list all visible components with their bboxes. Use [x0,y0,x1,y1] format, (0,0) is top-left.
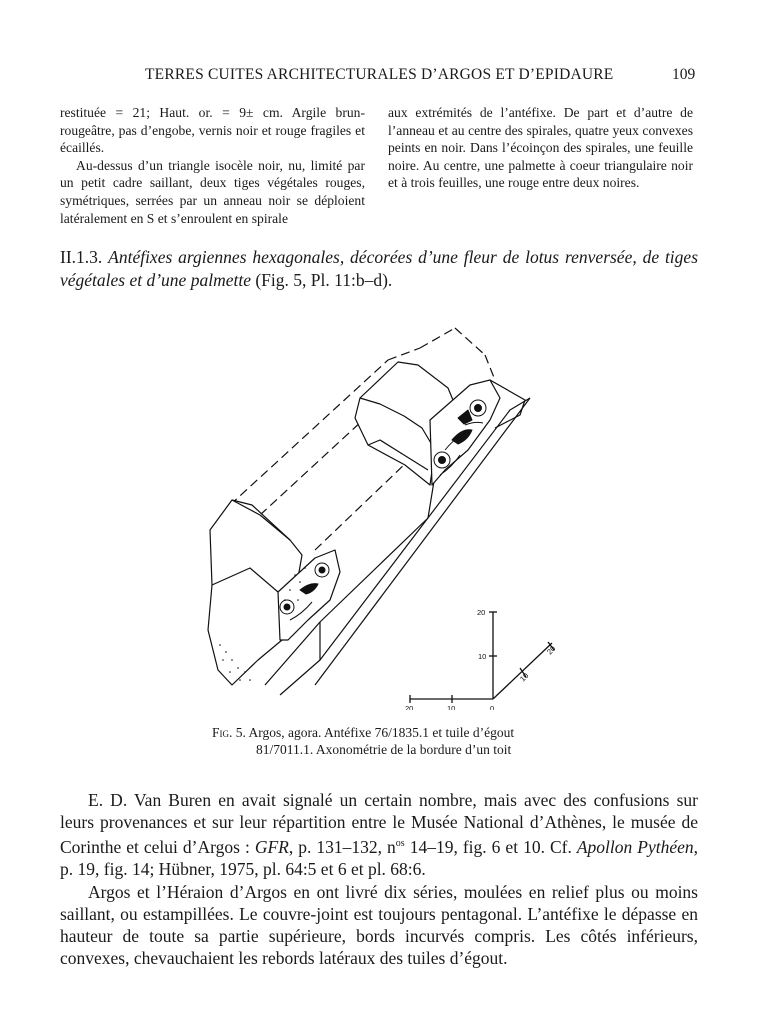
right-column-paragraph-1: aux extrémités de l’antéfixe. De part et d’autre de l’anneau et au centre des spirales, quatre yeux convexes peints en noir. Dans l’écoinçon des spirales, une feuille noire. Au centre, une palmette à coeur triangulaire noir et à trois feuilles, une rouge entre deux noires. [388,105,693,191]
page-header [0,62,762,86]
body-text [60,789,698,969]
body-paragraph-1 [60,789,698,881]
axis-label-z20: 20 [545,644,558,657]
left-column-paragraph-2: Au-dessus d’un triangle isocèle noir, nu, limité par un petit cadre saillant, deux tiges végétales rouges, symétriques, serrées par un anneau noir se déploient latéralement en S et s’enroulent en spirale [60,157,365,226]
caption-fig-label: Fig. [212,725,233,740]
body-p1-apollon: Apollon Pythéen [576,837,694,858]
axis-label-z10: 10 [518,671,531,684]
figure-5-drawing [190,300,590,710]
section-heading [60,246,698,292]
axis-label-y20: 20 [477,608,486,617]
section-title: Antéfixes argiennes hexagonales, décorées d’une fleur de lotus renversée, de tiges végétales et d’une palmette [60,247,698,290]
running-head: TERRES CUITES ARCHITECTURALES D’ARGOS ET D’EPIDAURE [145,66,614,83]
body-p1-gfr: GFR [254,837,289,858]
body-p1-part-c: 14–19, fig. 6 et 10. Cf. [404,837,577,858]
caption-line-1-text: 5. Argos, agora. Antéfixe 76/1835.1 et tuile d’égout [235,725,515,740]
page-number: 109 [672,66,696,83]
axonometric-drawing [190,300,590,710]
axis-label-x10: 10 [447,704,456,710]
caption-line-2: 81/7011.1. Axonométrie de la bordure d’un toit [256,742,512,757]
body-p1-part-b: , p. 131–132, n [288,837,396,858]
section-number: II.1.3. [60,247,103,267]
body-paragraph-2: Argos et l’Héraion d’Argos en ont livré dix séries, moulées en relief plus ou moins saillant, ou estampillées. Le couvre-joint est toujours pentagonal. L’antéfixe le dépasse en hauteur de toute sa partie supérieure, bords incurvés compris. Les côtés inférieurs, convexes, chevauchaient les rebords latéraux des tuiles d’égout. [60,881,698,969]
section-figure-ref: (Fig. 5, Pl. 11:b–d). [255,270,393,290]
body-p1-superscript: os [395,838,405,850]
left-column-paragraph-1: restituée = 21; Haut. or. = 9± cm. Argile brun-rougeâtre, pas d’engobe, vernis noir et rouge fragiles et écaillés. [60,105,365,156]
body-p1-part-d: , p. 19, fig. 14; Hübner, 1975, pl. 64:5 et 6 et pl. 68:6. [60,837,699,880]
left-column [60,104,365,227]
right-column [388,104,693,192]
axis-label-origin: 0 [490,704,495,710]
caption-line-1 [212,724,514,741]
axis-label-x20: 20 [405,704,414,710]
body-p1-part-a: E. D. Van Buren en avait signalé un certain nombre, mais avec des confusions sur leurs provenances et sur leur répartition entre le Musée National d’Athènes, le musée de Corinthe et celui d’Argos : [60,790,698,858]
axis-label-y10: 10 [478,652,487,661]
